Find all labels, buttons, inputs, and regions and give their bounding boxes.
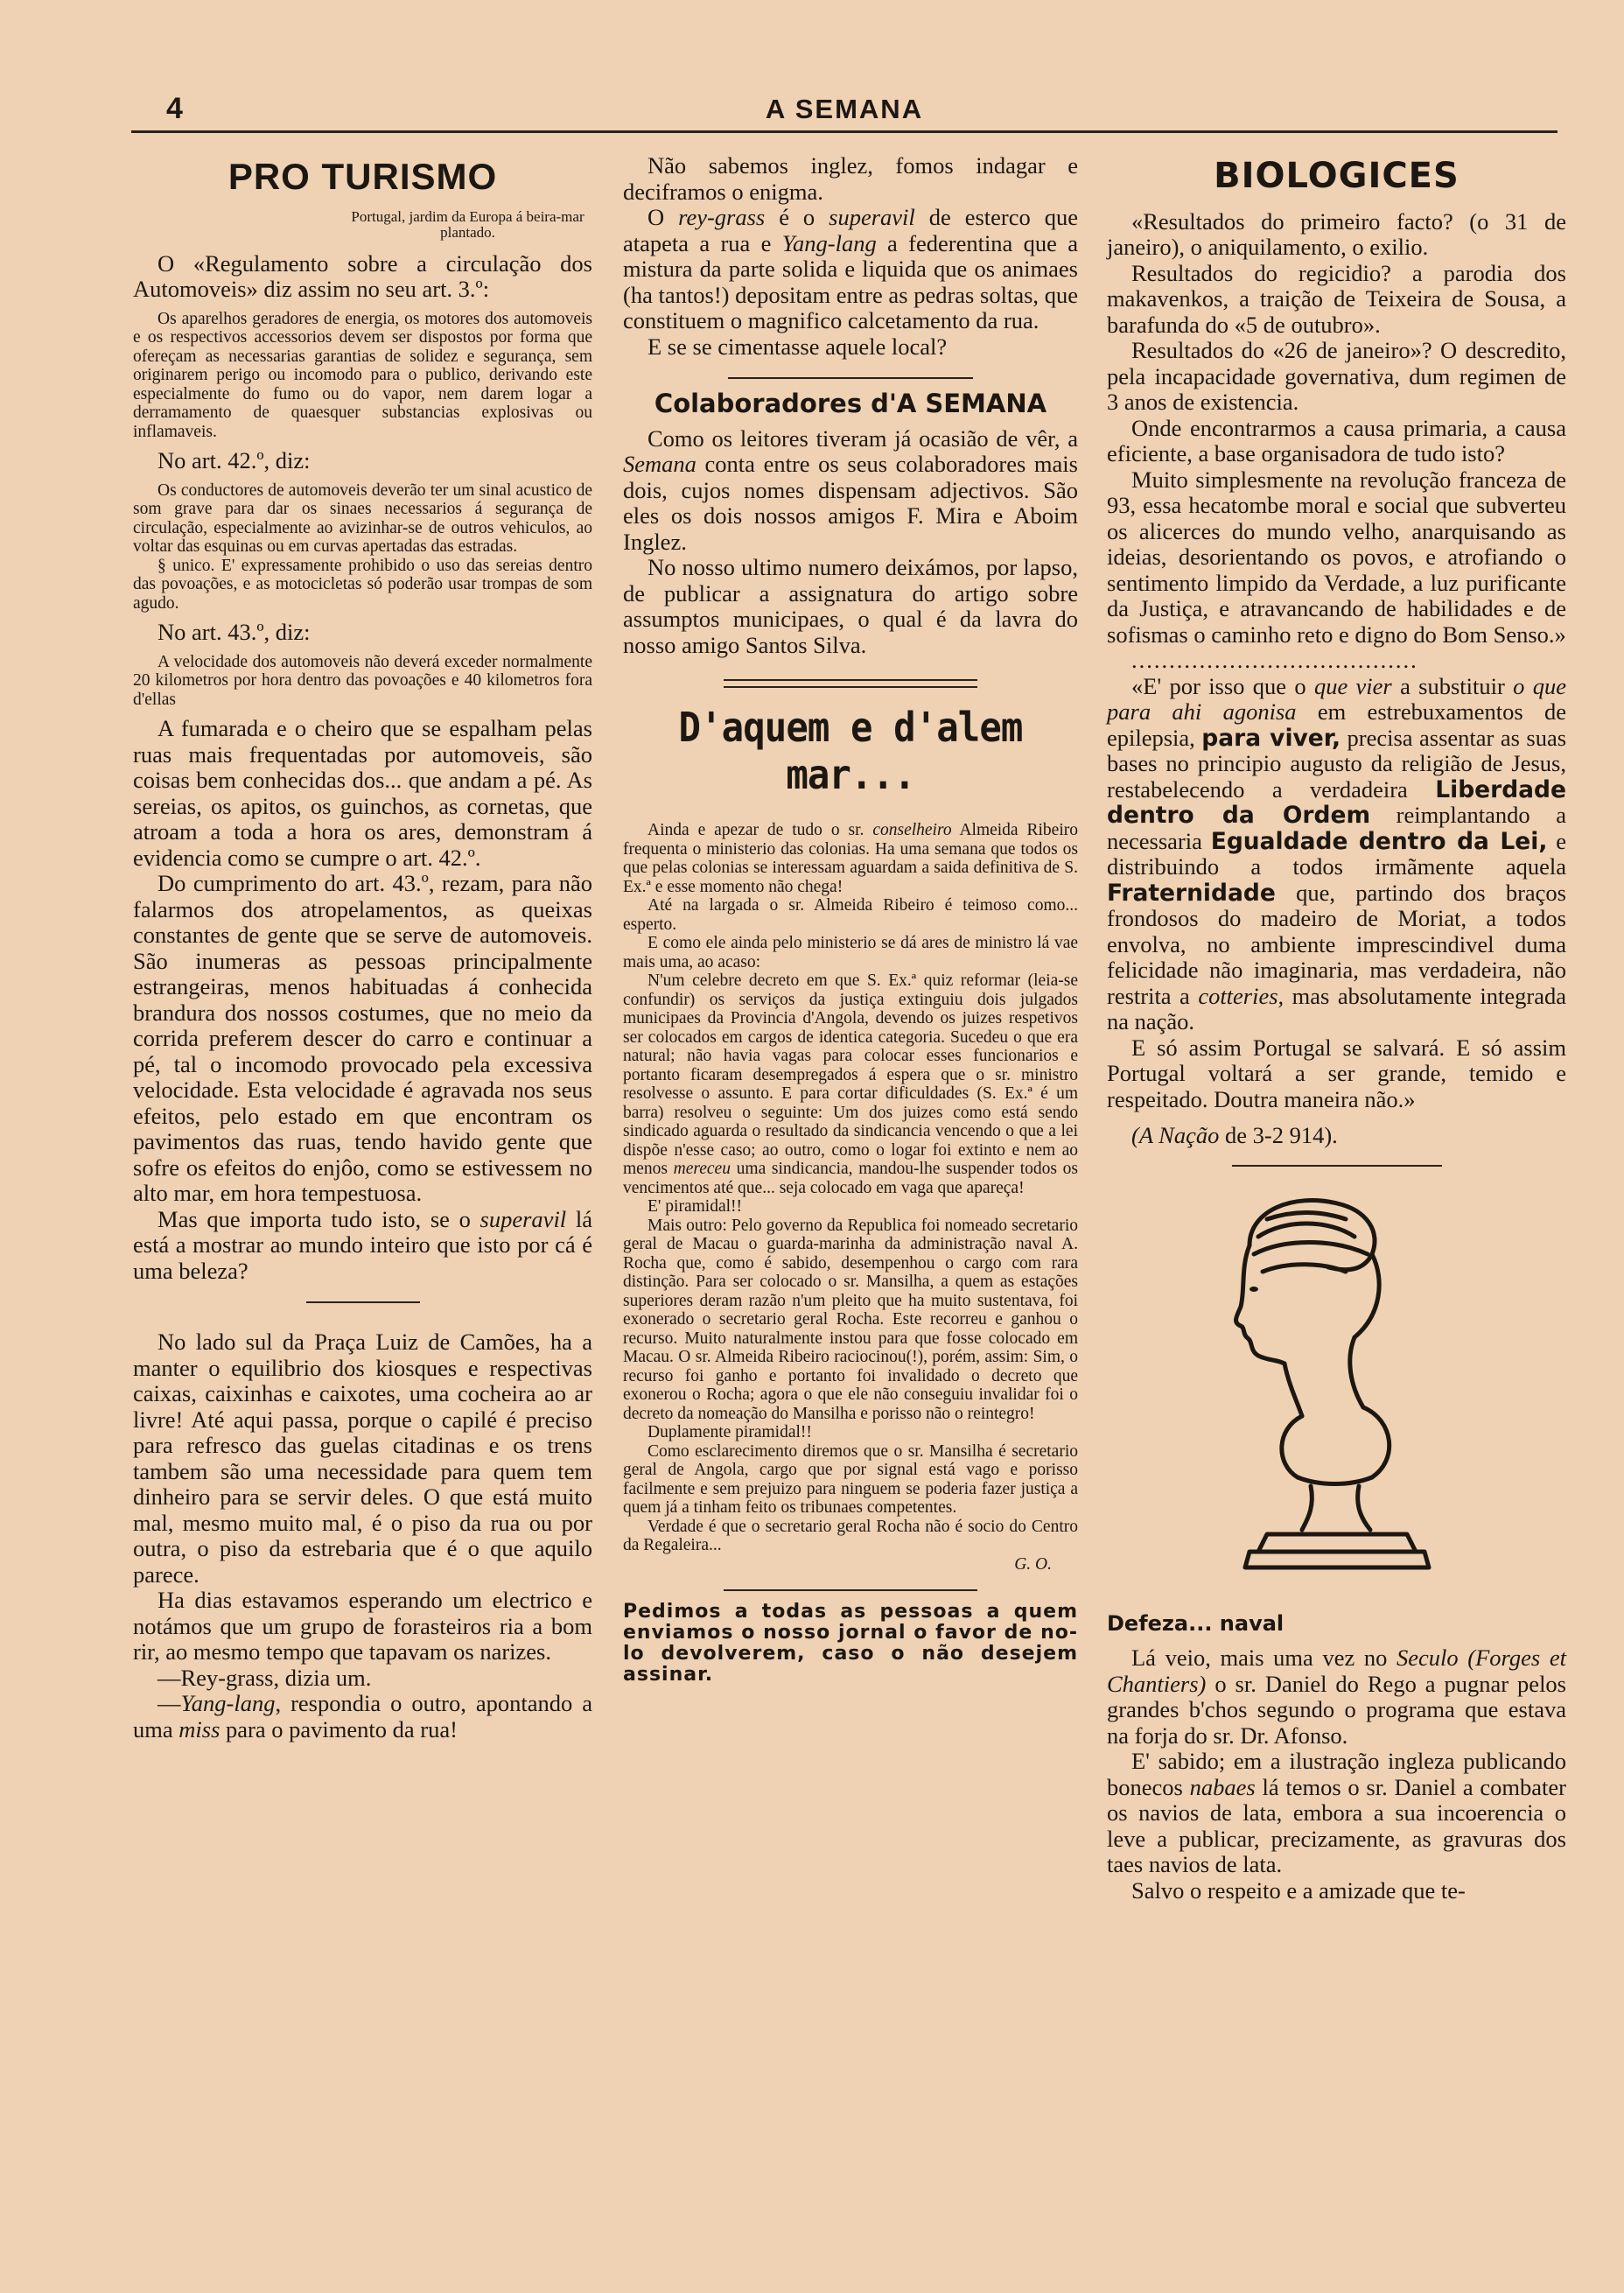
- paragraph: E' sabido; em a ilustração ingleza publicando bonecos nabaes lá temos o sr. Daniel a combater os navios de lata, embora a sua incoerencia o leve a publicar, precizamente, as gravuras dos taes navios de lata.: [1107, 1748, 1566, 1877]
- paragraph: Muito simplesmente na revolução franceza de 93, essa hecatombe moral e social que subverteu os alicerces do mundo velho, anarquisando as ideias, desorientando os povos, e atrofiando o sentimento limpido da Verdade, a luz purificante da Justiça, e atravancando de habilidades e de sofismas o caminho reto e digno do Bom Senso.»: [1107, 466, 1566, 648]
- paragraph: No art. 42.º, diz:: [158, 447, 311, 473]
- section-divider: [1232, 1165, 1442, 1167]
- paragraph: E se se cimentasse aquele local?: [648, 333, 948, 360]
- paragraph: Não sabemos inglez, fomos indagar e deciframos o enigma.: [623, 152, 1078, 205]
- paragraph: —Rey-grass, dizia um.: [158, 1664, 372, 1691]
- section-divider: [728, 377, 973, 379]
- page-header: [131, 92, 1558, 130]
- paragraph: —Yang-lang, respondia o outro, apontando a uma miss para o pavimento da rua!: [133, 1690, 592, 1743]
- bust-illustration: [1214, 1184, 1460, 1595]
- article-title-pro-turismo: PRO TURISMO: [228, 156, 498, 197]
- paragraph: Resultados do «26 de janeiro»? O descredito, pela incapacidade governativa, dum regimen de 3 anos de existencia.: [1107, 337, 1566, 415]
- quote-art-42: Os conductores de automoveis deverão ter um sinal acustico de som grave para dar os sinaes necessarios á segurança de circulação, especialmente ao avizinhar-se de outros vehiculos, ao voltar das esquinas ou em curvas apertadas das estradas.: [133, 480, 592, 556]
- paragraph: Ha dias estavamos esperando um electrico e notámos que um grupo de forasteiros ria a bom rir, ao mesmo tempo que tapavam os narizes.: [133, 1587, 592, 1665]
- paragraph: E só assim Portugal se salvará. E só assim Portugal voltará a ser grande, temido e respeitado. Doutra maneira não.»: [1107, 1034, 1566, 1112]
- masthead: A SEMANA: [765, 94, 924, 124]
- paragraph: Onde encontrarmos a causa primaria, a causa eficiente, a base organisadora de tudo isto?: [1107, 414, 1566, 466]
- double-rule: [724, 679, 977, 688]
- source-citation: (A Nação de 3-2 914).: [1131, 1122, 1338, 1148]
- ellipsis-line: ......................................: [1131, 647, 1418, 673]
- paragraph: Como os leitores tiveram já ocasião de vêr, a Semana conta entre os seus colaboradores mais dois, cujos nomes dispensam adjectivos. São eles os dois nossos amigos F. Mira e Aboim Inglez.: [623, 424, 1078, 555]
- notice-return-paper: Pedimos a todas as pessoas a quem enviamos o nosso jornal o favor de no-lo devolverem, caso o não desejem assinar.: [623, 1601, 1078, 1686]
- paragraph: «Resultados do primeiro facto? (o 31 de janeiro), o aniquilamento, o exilio.: [1107, 207, 1566, 260]
- paragraph: O «Regulamento sobre a circulação dos Automoveis» diz assim no seu art. 3.º:: [133, 249, 592, 302]
- quote-art-3: Os aparelhos geradores de energia, os motores dos automoveis e os respectivos accessorios devem ser dispostos por forma que ofereçam as necessarias garantias de solidez e segurança, sem originarem perigo ou incomodo para o publico, derivando este especialmente do fumo ou do vapor, nem darem logar a derramamento de quaesquer substancias explosivas ou inflamaveis.: [133, 309, 592, 441]
- epigraph: Portugal, jardim da Europa á beira-mar plantado.: [351, 207, 584, 241]
- paragraph: Salvo o respeito e a amizade que te-: [1131, 1876, 1466, 1904]
- daquem-body: Ainda e apezar de tudo o sr. conselheiro Almeida Ribeiro frequenta o ministerio das colonias. Ha uma semana que todos os que pelas colonias se interessam aguardam a saida definitiva de S. Ex.ª e esse momento não chega! Até na largada o sr. Almeida Ribeiro é teimoso como... esperto. E como ele ainda pelo ministerio se dá ares de ministro lá vae mais uma, ao acaso: N'um celebre decreto em que S. Ex.ª quiz reformar (leia-se confundir) os serviços da justiça extinguiu dois julgados municipaes da Provincia d'Angola, devendo os juizes respetivos ser colocados em cargos de identica categoria. Sucedeu o que era natural; não havia vagas para colocar esses funcionarios e portanto ficaram desempregados á espera que o sr. ministro resolvesse o assunto. E para cortar dificuldades (S. Ex.ª é um barra) resolveu o seguinte: Um dos juizes como está sendo sindicado aguarda o resultado da sindicancia vencendo o que a lei dispõe n'esse caso; ao outro, como o logar foi extinto e nem ao menos mereceu uma sindicancia, mandou-lhe suspender todos os vencimentos até que... seja colocado em vaga que apareça! E' piramidal!! Mais outro: Pelo governo da Republica foi nomeado secretario geral de Macau o guarda-marinha da administração naval A. Rocha que, como é sabido, desempenhou o cargo com rara distinção. Para ser colocado o sr. Mansilha, a quem as estações superiores deram razão n'um pleito que ha muito sustentava, foi exonerado o secretario geral Rocha. Este recorreu e ganhou o recurso. Muito naturalmente instou para que fosse colocado em Macau. O sr. Almeida Ribeiro raciocinou(!), porém, assim: Sim, o recurso foi ganho e portanto foi invalidado o decreto que exonerou o Rocha; agora o que ele não conseguiu invalidar foi o decreto da nomeação do Mansilha e porisso não o reintegro! Duplamente piramidal!! Como esclarecimento diremos que o sr. Mansilha é secretario geral de Angola, cargo que por signal está vago e porisso facilmente e sem prejuizo para ninguem se poderia fazer justiça a quem já a tinham feito os tribunaes competentes. Verdade é que o secretario geral Rocha não é socio do Centro da Regaleira... G. O.: [623, 821, 1079, 1574]
- paragraph: A fumarada e o cheiro que se espalham pelas ruas mais frequentadas por automoveis, são coisas bem conhecidas dos... que andam a pé. As sereias, os apitos, os guinchos, as cornetas, que atroam a toda a hora os ares, demonstram á evidencia como se cumpre o art. 42.º.: [133, 715, 592, 871]
- paragraph: Do cumprimento do art. 43.º, rezam, para não falarmos dos atropelamentos, as queixas constantes de gente que se serve de automoveis. São inumeras as pessoas principalmente estrangeiras, menos habituadas á conhecida brandura dos nossos costumes, que no meio da corrida preferem descer do carro e continuar a pé, tal o incomodo provocado pela excessiva velocidade. Esta velocidade é agravada nos seus efeitos, pelo estado em que encontram os pavimentos das ruas, tendo havido gente que sofre os efeitos do enjôo, como se estivessem no alto mar, em hora tempestuosa.: [133, 870, 592, 1206]
- paragraph: No lado sul da Praça Luiz de Camões, ha a manter o equilibrio dos kiosques e respectivas caixas, caixinhas e caixotes, uma cocheira ao ar livre! Até aqui passa, porque o capilé é preciso para refresco das guelas citadinas e os trens tambem são uma necessidade para quem tem dinheiro para se servir deles. O que está muito mal, mesmo muito mal, é o piso da rua ou por outra, o piso da estrebaria que é o que aquilo parece.: [133, 1329, 592, 1588]
- column-2: [623, 153, 1078, 1686]
- paragraph: Resultados do regicidio? a parodia dos makavenkos, a traição de Teixeira de Sousa, a barafunda do «5 de outubro».: [1107, 259, 1566, 338]
- signature: G. O.: [1014, 1554, 1052, 1574]
- article-title-biologices: BIOLOGICES: [1214, 156, 1460, 196]
- article-title-defeza-naval: Defeza... naval: [1107, 1610, 1284, 1636]
- paragraph: «E' por isso que o que vier a substituir o que para ahi agonisa em estrebuxamentos de epilepsia, para viver, precisa assentar as suas bases no principio augusto da religião de Jesus, restabelecendo a verdadeira Liberdade dentro da Ordem reimplantando a necessaria Egualdade dentro da Lei, e distribuindo a todos irmãmente aquela Fraternidade que, partindo dos braços frondosos do madeiro de Moriat, a todos envolva, no ambiente imprescindivel duma felicidade não imaginaria, mas verdadeira, não restrita a cotteries, mas absolutamente integrada na nação.: [1107, 672, 1567, 1034]
- quote-art-43: A velocidade dos automoveis não deverá exceder normalmente 20 kilometros por hora dentro das povoações e 40 kilometros fora d'ellas: [133, 652, 592, 709]
- article-title-colaboradores: Colaboradores d'A SEMANA: [654, 389, 1047, 418]
- article-title-daquem: D'aquem e d'alem mar...: [678, 704, 1023, 798]
- paragraph: Lá veio, mais uma vez no Seculo (Forges et Chantiers) o sr. Daniel do Rego a pugnar pelos grandes b'chos segundo o programa que estava na forja do sr. Dr. Afonso.: [1107, 1644, 1566, 1749]
- header-rule: [131, 130, 1558, 133]
- paragraph: O rey-grass é o superavil de esterco que atapeta a rua e Yang-lang a federentina que a mistura da parte solida e liquida que os animaes (ha tantos!) depositam entre as pedras soltas, que constituem o magnifico calcetamento da rua.: [623, 204, 1078, 333]
- section-divider: [306, 1301, 420, 1303]
- quote-art-42-unico: § unico. E' expressamente prohibido o uso das sereias dentro das povoações, e as motocicletas só poderão usar trompas de som agudo.: [133, 556, 592, 613]
- column-3: [1107, 153, 1566, 1904]
- section-divider: [724, 1589, 977, 1591]
- paragraph: No nosso ultimo numero deixámos, por lapso, de publicar a assignatura do artigo sobre assumptos municipaes, o qual é da lavra do nosso amigo Santos Silva.: [623, 554, 1078, 658]
- paragraph: Mas que importa tudo isto, se o superavil lá está a mostrar ao mundo inteiro que isto por cá é uma beleza?: [133, 1205, 592, 1284]
- paragraph: No art. 43.º, diz:: [158, 619, 311, 645]
- page-number: 4: [166, 92, 183, 125]
- column-1: [133, 153, 592, 1743]
